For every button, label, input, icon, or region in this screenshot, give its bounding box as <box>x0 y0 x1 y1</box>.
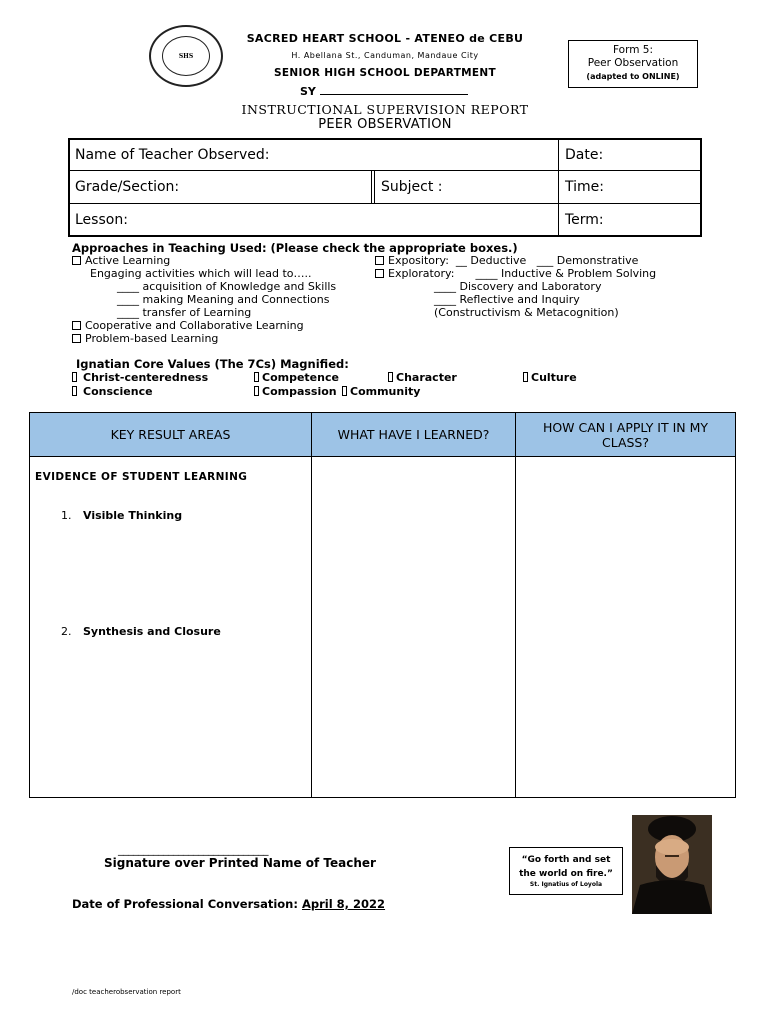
quote-author: St. Ignatius of Loyola <box>529 881 603 888</box>
value-conscience[interactable] <box>72 386 153 399</box>
core-values-heading: Ignatian Core Values (The 7Cs) Magnified: <box>76 357 349 371</box>
checkbox-icon[interactable] <box>523 372 528 382</box>
report-subtitle: PEER OBSERVATION <box>318 117 452 132</box>
date-field[interactable] <box>558 138 702 171</box>
option-label: Cooperative and Collaborative Learning <box>85 319 304 332</box>
item-visible-thinking: Visible Thinking <box>83 509 183 522</box>
sub-option-knowledge[interactable]: ____ acquisition of Knowledge and Skills <box>117 280 337 293</box>
checkbox-icon[interactable] <box>342 386 347 396</box>
checkbox-icon[interactable] <box>375 256 384 265</box>
subject-label: Subject : <box>381 179 443 195</box>
report-title: INSTRUCTIONAL SUPERVISION REPORT <box>241 102 529 117</box>
value-label: Character <box>396 371 457 384</box>
seal-emblem <box>162 36 210 76</box>
term-field[interactable] <box>558 203 702 237</box>
department-name: SENIOR HIGH SCHOOL DEPARTMENT <box>274 67 496 79</box>
item-synthesis-closure: Synthesis and Closure <box>83 625 221 638</box>
quote-box <box>509 847 623 895</box>
option-problem-based[interactable] <box>72 333 218 346</box>
lesson-field[interactable] <box>68 203 559 237</box>
checkbox-icon[interactable] <box>72 386 77 396</box>
checkbox-icon[interactable] <box>254 372 259 382</box>
school-year <box>300 84 468 98</box>
option-label: Active Learning <box>85 254 171 267</box>
header-label: KEY RESULT AREAS <box>110 427 231 442</box>
option-label: Problem-based Learning <box>85 332 219 345</box>
value-christ-centeredness[interactable] <box>72 372 208 385</box>
seal-text: SHS <box>178 52 194 60</box>
conversation-date-row <box>72 897 385 911</box>
value-label: Christ-centeredness <box>83 371 209 384</box>
sub-option-discovery[interactable]: ____ Discovery and Laboratory <box>434 280 602 293</box>
time-label: Time: <box>565 179 604 195</box>
time-field[interactable] <box>558 170 702 204</box>
header-what-learned <box>311 412 516 457</box>
grade-section-label: Grade/Section: <box>75 179 180 195</box>
form-note: (adapted to ONLINE) <box>586 72 680 81</box>
option-exploratory[interactable] <box>375 268 656 281</box>
value-label: Community <box>350 385 421 398</box>
sub-option-transfer[interactable]: ____ transfer of Learning <box>117 306 252 319</box>
value-label: Culture <box>531 371 577 384</box>
footer-path: /doc teacherobservation report <box>72 988 181 996</box>
grade-section-field[interactable] <box>68 170 372 204</box>
school-name: SACRED HEART SCHOOL - ATENEO de CEBU <box>246 32 524 45</box>
value-label: Competence <box>262 371 339 384</box>
what-learned-cell[interactable] <box>311 456 516 798</box>
option-cooperative[interactable] <box>72 320 304 333</box>
value-community[interactable] <box>342 386 420 399</box>
option-label: Expository: __ Deductive ___ Demonstrative <box>388 254 639 267</box>
quote-text: “Go forth and set the world on fire.” <box>519 855 613 879</box>
checkbox-icon[interactable] <box>388 372 393 382</box>
item-number: 1. <box>61 509 72 522</box>
header-label: HOW CAN I APPLY IT IN MY CLASS? <box>542 419 709 450</box>
evidence-heading: EVIDENCE OF STUDENT LEARNING <box>35 471 248 483</box>
conversation-date-label: Date of Professional Conversation: <box>72 897 298 911</box>
checkbox-icon[interactable] <box>72 321 81 330</box>
term-label: Term: <box>565 212 604 228</box>
signature-line[interactable]: ______________________________ <box>118 843 268 856</box>
header-how-apply <box>515 412 736 457</box>
checkbox-icon[interactable] <box>375 269 384 278</box>
subject-field[interactable] <box>374 170 559 204</box>
checkbox-icon[interactable] <box>72 334 81 343</box>
item-number: 2. <box>61 625 72 638</box>
teacher-name-label: Name of Teacher Observed: <box>75 146 270 163</box>
header-label: WHAT HAVE I LEARNED? <box>337 427 490 442</box>
value-compassion[interactable] <box>254 386 337 399</box>
conversation-date-value: April 8, 2022 <box>301 897 386 911</box>
header-key-result-areas <box>29 412 312 457</box>
teacher-name-field[interactable] <box>68 138 559 171</box>
form-name: Peer Observation <box>587 57 679 69</box>
form-number: Form 5: <box>612 44 653 56</box>
value-label: Conscience <box>83 385 153 398</box>
value-character[interactable] <box>388 372 457 385</box>
checkbox-icon[interactable] <box>72 372 77 382</box>
value-label: Compassion <box>262 385 337 398</box>
portrait-image <box>632 815 712 914</box>
sub-option-reflective[interactable]: ____ Reflective and Inquiry <box>434 293 580 306</box>
constructivism-note: (Constructivism & Metacognition) <box>434 306 619 319</box>
value-culture[interactable] <box>523 372 577 385</box>
checkbox-icon[interactable] <box>254 386 259 396</box>
checkbox-icon[interactable] <box>72 256 81 265</box>
option-expository[interactable] <box>375 255 638 268</box>
saint-ignatius-portrait <box>632 815 712 914</box>
form-label-box <box>568 40 698 88</box>
option-active-learning[interactable] <box>72 255 170 268</box>
engaging-activities-text: Engaging activities which will lead to….. <box>90 267 312 280</box>
option-label: Exploratory: ____ Inductive & Problem Solving <box>388 267 657 280</box>
sy-label: SY <box>300 85 316 98</box>
approaches-heading: Approaches in Teaching Used: (Please check the appropriate boxes.) <box>72 241 518 255</box>
sy-blank-line[interactable] <box>320 84 468 95</box>
sub-option-meaning[interactable]: ____ making Meaning and Connections <box>117 293 330 306</box>
value-competence[interactable] <box>254 372 339 385</box>
date-label: Date: <box>565 146 604 163</box>
signature-label: Signature over Printed Name of Teacher <box>104 856 376 870</box>
school-address: H. Abellana St., Canduman, Mandaue City <box>291 51 479 60</box>
how-apply-cell[interactable] <box>515 456 736 798</box>
lesson-label: Lesson: <box>75 212 128 228</box>
school-seal <box>149 25 223 87</box>
